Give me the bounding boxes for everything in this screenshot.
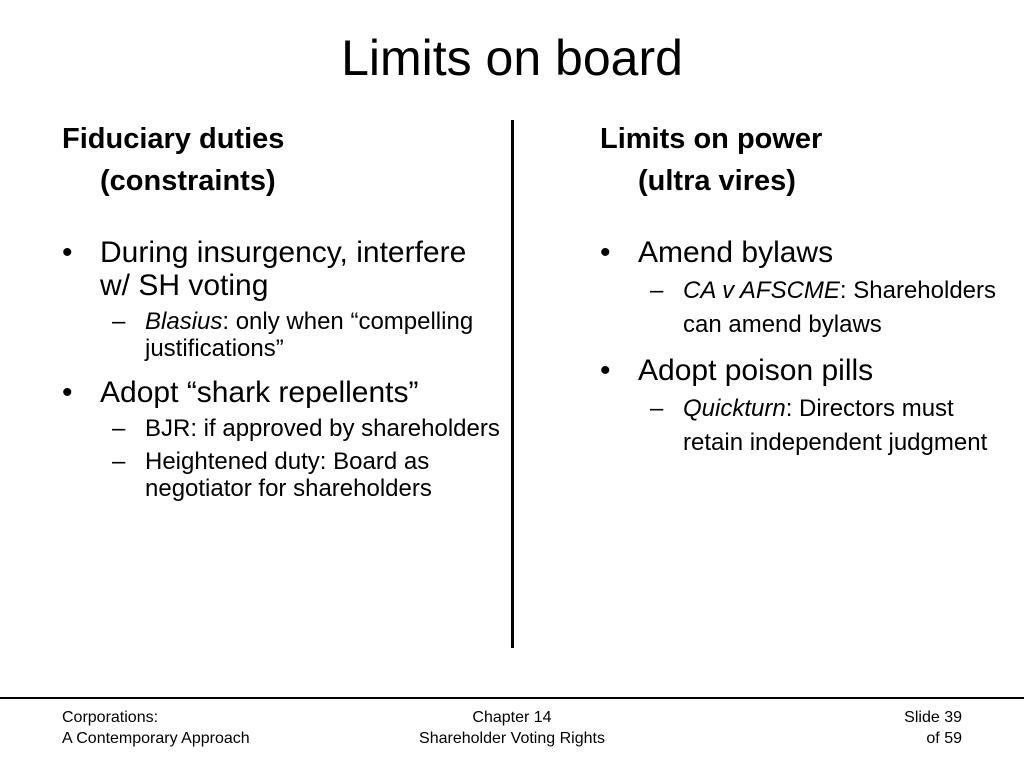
- case-name: Quickturn: [683, 395, 786, 422]
- sub-bullet-item: [600, 392, 1000, 460]
- left-heading-line2: (constraints): [100, 165, 276, 197]
- sub-bullet-item: [62, 415, 502, 442]
- footer-slide-number: [904, 707, 962, 749]
- dash-marker: –: [112, 415, 126, 442]
- footer-left-line2: A Contemporary Approach: [62, 730, 250, 747]
- bullet-text: Amend bylaws: [638, 236, 834, 269]
- footer-book-title: [62, 707, 250, 749]
- sub-bullet-text: : Directors must retain independent judgment: [683, 395, 988, 456]
- bullet-item: [600, 236, 1000, 269]
- sub-bullet-text: : Shareholders can amend bylaws: [683, 277, 996, 338]
- left-column-heading: [62, 118, 502, 202]
- right-column-heading: [600, 118, 1000, 202]
- bullet-item: [600, 354, 1000, 387]
- footer-right-line1: Slide 39: [904, 709, 962, 726]
- dash-marker: –: [650, 395, 664, 422]
- bullet-item: [62, 376, 502, 409]
- case-name: Blasius: [145, 308, 223, 335]
- footer-divider: [0, 697, 1024, 699]
- right-heading-line1: Limits on power: [600, 123, 823, 155]
- case-name: CA v AFSCME: [683, 277, 840, 304]
- bullet-marker: •: [62, 376, 73, 409]
- left-heading-line1: Fiduciary duties: [62, 123, 285, 155]
- footer-right-line2: of 59: [926, 730, 962, 747]
- column-divider: [511, 120, 514, 648]
- right-column: [600, 118, 1000, 460]
- sub-bullet-item: [600, 274, 1000, 342]
- footer-center-line2: Shareholder Voting Rights: [419, 730, 605, 747]
- bullet-item: [62, 236, 502, 302]
- right-heading-line2: (ultra vires): [638, 165, 796, 197]
- footer-center-line1: Chapter 14: [472, 709, 552, 726]
- bullet-text: Adopt poison pills: [638, 354, 874, 387]
- sub-bullet-item: [62, 448, 502, 502]
- bullet-text: During insurgency, interfere w/ SH voting: [100, 236, 467, 302]
- dash-marker: –: [112, 308, 126, 335]
- bullet-marker: •: [600, 354, 611, 387]
- bullet-marker: •: [600, 236, 611, 269]
- footer-chapter: [362, 707, 662, 749]
- slide-title: Limits on board: [341, 30, 683, 86]
- bullet-text: Adopt “shark repellents”: [100, 376, 419, 409]
- dash-marker: –: [650, 277, 664, 304]
- footer-left-line1: Corporations:: [62, 709, 159, 726]
- bullet-marker: •: [62, 236, 73, 269]
- left-column: [62, 118, 502, 502]
- sub-bullet-text: Heightened duty: Board as negotiator for shareholders: [145, 448, 432, 502]
- sub-bullet-text: : only when “compelling justifications”: [145, 308, 474, 362]
- sub-bullet-text: BJR: if approved by shareholders: [145, 415, 500, 442]
- sub-bullet-item: [62, 308, 502, 362]
- dash-marker: –: [112, 448, 126, 475]
